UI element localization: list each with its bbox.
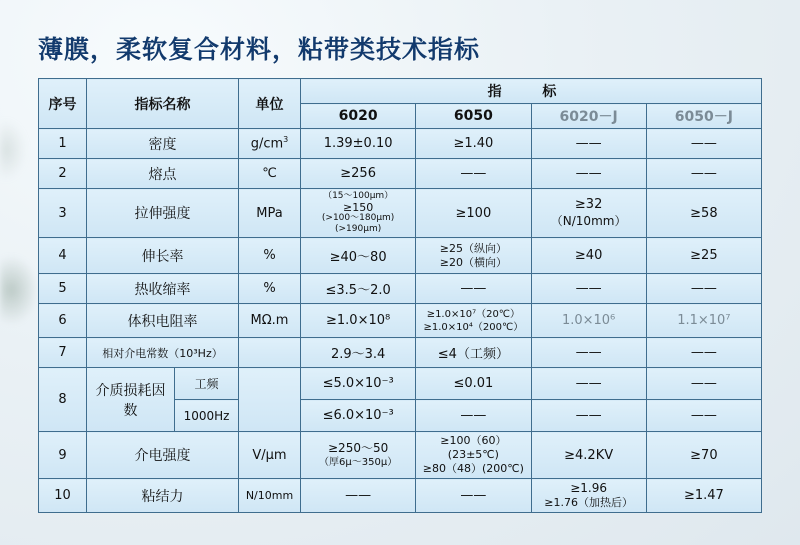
row-v4: —— [646,129,761,159]
row-v4: ≥58 [646,189,761,238]
row-name-split [87,368,239,432]
row-no: 3 [39,189,87,238]
row-no: 9 [39,432,87,479]
row-v3: 1.0×10⁶ [531,304,646,338]
row-v4: 1.1×10⁷ [646,304,761,338]
row-v3: ≥40 [531,238,646,274]
row-no: 1 [39,129,87,159]
spec-table [38,78,762,513]
header-col-6050j: 6050－J [646,104,761,129]
row-v2: ≥25（纵向） ≥20（横向） [416,238,531,274]
row-v1: ≤5.0×10⁻³ [301,368,416,400]
table-row [39,274,762,304]
row-v1: （15～100μm） ≥150 (>100～180μm) (>190μm) [301,189,416,238]
table-row [39,238,762,274]
header-col-6020: 6020 [301,104,416,129]
row-unit: % [239,238,301,274]
row-name: 相对介电常数（10³Hz） [87,338,239,368]
row-v2: —— [416,400,531,432]
row-v3: —— [531,129,646,159]
row-v2: —— [416,479,531,513]
row-name: 熔点 [87,159,239,189]
table-row [39,432,762,479]
row-name: 介质损耗因数 [87,368,175,431]
row-v4: —— [646,159,761,189]
row-v1: —— [301,479,416,513]
row-unit [239,368,301,432]
row-v2: —— [416,159,531,189]
row-v3: —— [531,368,646,400]
row-v4: ≥1.47 [646,479,761,513]
page-title: 薄膜，柔软复合材料，粘带类技术指标 [38,35,481,64]
row-v1: 1.39±0.10 [301,129,416,159]
row-v3: —— [531,338,646,368]
row-name: 介电强度 [87,432,239,479]
row-v3: —— [531,274,646,304]
row-name: 密度 [87,129,239,159]
row-v1: ≥250～50 （厚6μ～350μ） [301,432,416,479]
row-v1: ≥1.0×10⁸ [301,304,416,338]
sub-row-label-1000hz: 1000Hz [175,400,238,432]
row-no: 4 [39,238,87,274]
row-no: 2 [39,159,87,189]
row-v2: ≥1.40 [416,129,531,159]
table-row [39,338,762,368]
header-no: 序号 [39,79,87,129]
table-row [39,189,762,238]
row-v2: ≤4（工频） [416,338,531,368]
header-col-6050: 6050 [416,104,531,129]
row-unit: MPa [239,189,301,238]
row-v4: —— [646,274,761,304]
table-row [39,159,762,189]
row-v4: —— [646,368,761,400]
row-unit: N/10mm [239,479,301,513]
row-v1: ≤6.0×10⁻³ [301,400,416,432]
row-unit: $g/cm^3$ [239,129,301,159]
row-unit: % [239,274,301,304]
row-name: 体积电阻率 [87,304,239,338]
table-row [39,129,762,159]
row-no: 5 [39,274,87,304]
row-name: 伸长率 [87,238,239,274]
table-row [39,368,762,400]
row-no: 10 [39,479,87,513]
row-v1: ≥256 [301,159,416,189]
page-smudge-secondary [0,120,26,180]
row-unit: ℃ [239,159,301,189]
row-v3: ≥1.96 ≥1.76（加热后） [531,479,646,513]
sub-row-label-power-freq: 工频 [175,368,238,400]
row-no: 6 [39,304,87,338]
row-v1: ≤3.5～2.0 [301,274,416,304]
row-unit: MΩ.m [239,304,301,338]
row-v4: ≥70 [646,432,761,479]
row-v3: ≥32 （N/10mm） [531,189,646,238]
row-v2: ≥100（60）(23±5℃) ≥80（48）(200℃) [416,432,531,479]
table-row [39,304,762,338]
row-v2: ≥100 [416,189,531,238]
row-v1: ≥40～80 [301,238,416,274]
row-v4: ≥25 [646,238,761,274]
row-no: 8 [39,368,87,432]
header-unit: 单位 [239,79,301,129]
row-v4: —— [646,400,761,432]
row-v1: 2.9～3.4 [301,338,416,368]
row-v2: —— [416,274,531,304]
row-name: 热收缩率 [87,274,239,304]
row-unit: V/μm [239,432,301,479]
row-v3: —— [531,159,646,189]
row-v4: —— [646,338,761,368]
header-name: 指标名称 [87,79,239,129]
row-v2: ≤0.01 [416,368,531,400]
row-name: 粘结力 [87,479,239,513]
table-row [39,479,762,513]
row-no: 7 [39,338,87,368]
header-col-6020j: 6020－J [531,104,646,129]
page-smudge [0,255,38,325]
row-unit [239,338,301,368]
row-v2: ≥1.0×10⁷（20℃） ≥1.0×10⁴（200℃） [416,304,531,338]
header-group: 指 标 [301,79,762,104]
row-name: 拉伸强度 [87,189,239,238]
row-v3: —— [531,400,646,432]
table-header-row [39,79,762,104]
row-v3: ≥4.2KV [531,432,646,479]
